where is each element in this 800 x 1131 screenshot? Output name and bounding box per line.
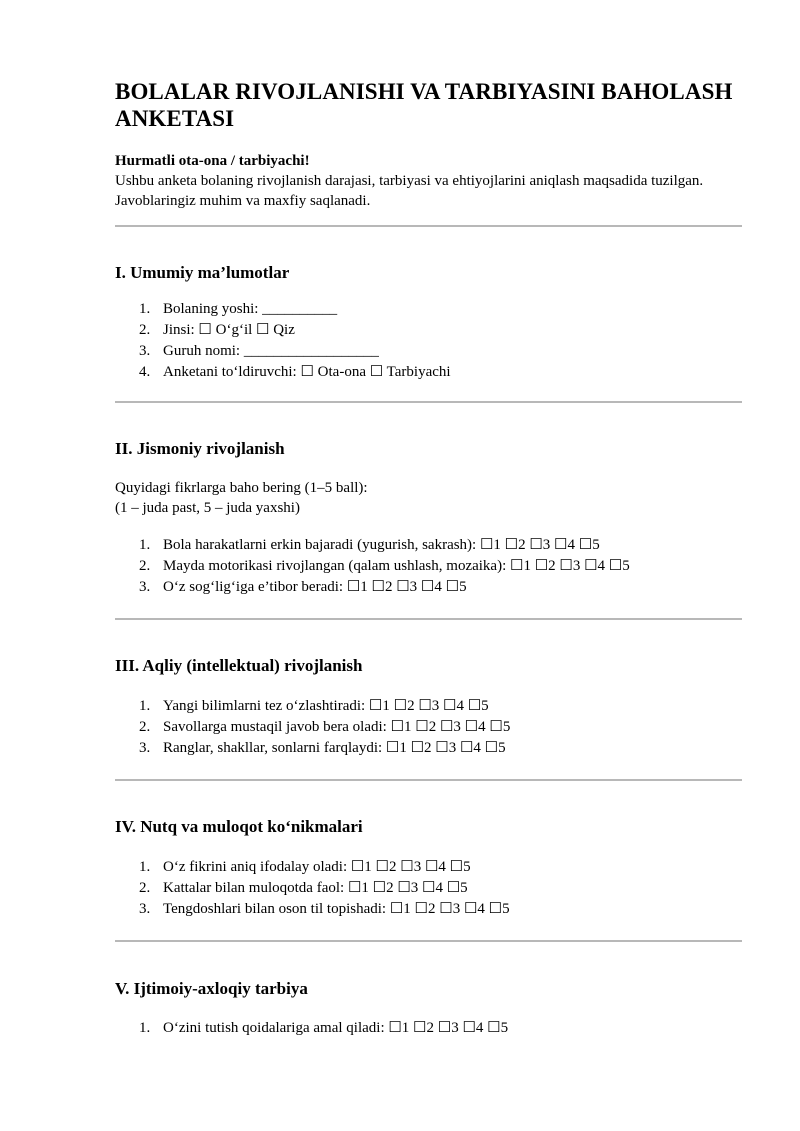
list-item[interactable]: 2. Jinsi: ☐ O‘g‘il ☐ Qiz — [139, 322, 295, 338]
item-text: Jinsi: ☐ O‘g‘il ☐ Qiz — [163, 322, 295, 338]
item-text: Mayda motorikasi rivojlangan (qalam ushlash, mozaika): ☐1 ☐2 ☐3 ☐4 ☐5 — [163, 558, 630, 574]
item-text: O‘z fikrini aniq ifodalay oladi: ☐1 ☐2 ☐3 ☐4 ☐5 — [163, 859, 471, 875]
physical-list — [115, 535, 630, 598]
document-title: BOLALAR RIVOJLANISHI VA TARBIYASINI BAHOLASH ANKETASI — [115, 79, 733, 131]
section-divider — [115, 618, 742, 620]
item-text: Tengdoshlari bilan oson til topishadi: ☐1 ☐2 ☐3 ☐4 ☐5 — [163, 901, 510, 917]
section-heading-social: V. Ijtimoiy-axloqiy tarbiya — [115, 979, 308, 998]
intellectual-list — [115, 696, 510, 759]
section-divider — [115, 940, 742, 942]
rating-scale-line: (1 – juda past, 5 – juda yaxshi) — [115, 500, 300, 516]
item-text: O‘z sog‘lig‘iga e’tibor beradi: ☐1 ☐2 ☐3 ☐4 ☐5 — [163, 579, 467, 595]
section-heading-physical: II. Jismoniy rivojlanish — [115, 439, 285, 458]
section-divider — [115, 401, 742, 403]
item-text: Kattalar bilan muloqotda faol: ☐1 ☐2 ☐3 ☐4 ☐5 — [163, 880, 468, 896]
intro-greeting: Hurmatli ota-ona / tarbiyachi! — [115, 153, 310, 169]
social-list — [115, 1018, 508, 1039]
speech-list — [115, 857, 510, 920]
section-heading-speech: IV. Nutq va muloqot ko‘nikmalari — [115, 817, 363, 836]
item-text: Guruh nomi: __________________ — [163, 343, 379, 359]
intro-text: Ushbu anketa bolaning rivojlanish darajasi, tarbiyasi va ehtiyojlarini aniqlash maqsadida tuzilgan. Javoblaringiz muhim va maxfiy saqlanadi. — [115, 173, 704, 209]
item-text: Yangi bilimlarni tez o‘zlashtiradi: ☐1 ☐2 ☐3 ☐4 ☐5 — [163, 698, 489, 714]
list-item[interactable]: 2. Mayda motorikasi rivojlangan (qalam ushlash, mozaika): ☐1 ☐2 ☐3 ☐4 ☐5 — [139, 558, 630, 574]
item-text: Bola harakatlarni erkin bajaradi (yugurish, sakrash): ☐1 ☐2 ☐3 ☐4 ☐5 — [163, 537, 600, 553]
item-text: Bolaning yoshi: __________ — [163, 301, 338, 317]
list-item[interactable]: 1. O‘zini tutish qoidalariga amal qiladi: ☐1 ☐2 ☐3 ☐4 ☐5 — [139, 1020, 509, 1036]
list-item[interactable]: 1. Bolaning yoshi: __________ — [139, 301, 338, 317]
general-info-list — [115, 299, 451, 383]
item-text: Savollarga mustaqil javob bera oladi: ☐1 ☐2 ☐3 ☐4 ☐5 — [163, 719, 511, 735]
list-item[interactable]: 2. Savollarga mustaqil javob bera oladi: ☐1 ☐2 ☐3 ☐4 ☐5 — [139, 719, 511, 735]
section-divider — [115, 779, 742, 781]
list-item[interactable]: 3. O‘z sog‘lig‘iga e’tibor beradi: ☐1 ☐2 ☐3 ☐4 ☐5 — [139, 579, 467, 595]
section-heading-intellectual: III. Aqliy (intellektual) rivojlanish — [115, 656, 363, 675]
section-heading-general-info: I. Umumiy ma’lumotlar — [115, 263, 290, 282]
list-item[interactable]: 3. Ranglar, shakllar, sonlarni farqlaydi: ☐1 ☐2 ☐3 ☐4 ☐5 — [139, 740, 506, 756]
list-item[interactable]: 2. Kattalar bilan muloqotda faol: ☐1 ☐2 ☐3 ☐4 ☐5 — [139, 880, 468, 896]
list-item[interactable]: 4. Anketani to‘ldiruvchi: ☐ Ota-ona ☐ Tarbiyachi — [139, 364, 451, 380]
item-text: O‘zini tutish qoidalariga amal qiladi: ☐1 ☐2 ☐3 ☐4 ☐5 — [163, 1020, 509, 1036]
list-item[interactable]: 1. Bola harakatlarni erkin bajaradi (yugurish, sakrash): ☐1 ☐2 ☐3 ☐4 ☐5 — [139, 537, 600, 553]
list-item[interactable]: 3. Tengdoshlari bilan oson til topishadi: ☐1 ☐2 ☐3 ☐4 ☐5 — [139, 901, 510, 917]
list-item[interactable]: 3. Guruh nomi: __________________ — [139, 343, 379, 359]
item-text: Anketani to‘ldiruvchi: ☐ Ota-ona ☐ Tarbiyachi — [163, 364, 451, 380]
list-item[interactable]: 1. Yangi bilimlarni tez o‘zlashtiradi: ☐1 ☐2 ☐3 ☐4 ☐5 — [139, 698, 489, 714]
intro-block — [115, 151, 743, 211]
rating-instruction — [115, 478, 368, 518]
list-item[interactable]: 1. O‘z fikrini aniq ifodalay oladi: ☐1 ☐2 ☐3 ☐4 ☐5 — [139, 859, 471, 875]
item-text: Ranglar, shakllar, sonlarni farqlaydi: ☐1 ☐2 ☐3 ☐4 ☐5 — [163, 740, 506, 756]
section-divider — [115, 225, 742, 227]
rating-instruction-line: Quyidagi fikrlarga baho bering (1–5 ball): — [115, 480, 368, 496]
